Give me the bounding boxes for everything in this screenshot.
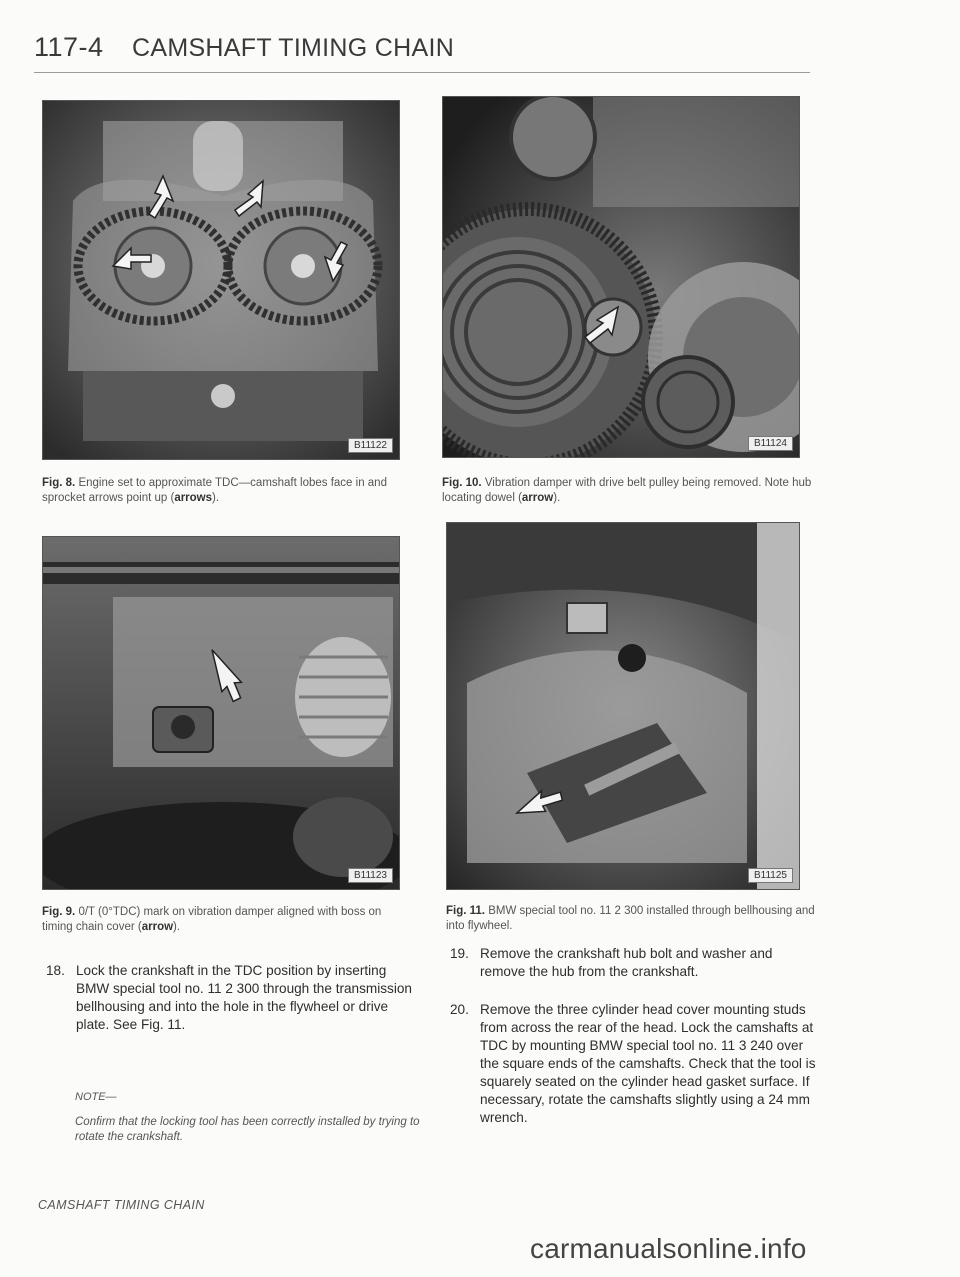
note-block xyxy=(75,1090,425,1145)
caption-text: Vibration damper with drive belt pulley being removed. Note hub locating dowel ( xyxy=(442,477,812,504)
step-text: Remove the three cylinder head cover mounting studs from across the rear of the head. Lock the camshafts at TDC by mounting BMW special tool no. 11 3 240 over the square ends of the camshafts. Check that the tool is squarely seated on the cylinder head gasket surface. If necessary, rotate the camshafts slightly using a 24 mm wrench. xyxy=(480,1002,816,1125)
figure-code: B11125 xyxy=(748,868,793,883)
figure-11-caption xyxy=(446,904,816,934)
figure-10-caption xyxy=(442,476,814,506)
figure-code: B11122 xyxy=(348,438,393,453)
step-text: Lock the crankshaft in the TDC position by inserting BMW special tool no. 11 2 300 through the transmission bellhousing and into the hole in the flywheel or drive plate. See Fig. 11. xyxy=(76,963,412,1032)
caption-tail: ). xyxy=(553,492,561,504)
note-heading: NOTE— xyxy=(75,1091,117,1103)
page-title: CAMSHAFT TIMING CHAIN xyxy=(132,34,455,62)
figure-label: Fig. 8. xyxy=(42,477,76,489)
caption-text: Engine set to approximate TDC—camshaft lobes face in and sprocket arrows point up ( xyxy=(42,477,387,504)
figure-10-photo xyxy=(442,96,800,458)
step-number: 18. xyxy=(46,963,65,978)
figure-9-photo xyxy=(42,536,400,890)
caption-emphasis: arrow xyxy=(521,492,554,504)
watermark: carmanualsonline.info xyxy=(530,1233,807,1264)
step-text: Remove the crankshaft hub bolt and washer and remove the hub from the crankshaft. xyxy=(480,946,773,979)
figure-8-caption xyxy=(42,476,398,506)
page-footer: CAMSHAFT TIMING CHAIN xyxy=(38,1198,205,1212)
page-number: 117-4 xyxy=(34,32,104,62)
figure-11-photo xyxy=(446,522,800,890)
figure-code: B11123 xyxy=(348,868,393,883)
caption-tail: ). xyxy=(212,492,220,504)
page-header xyxy=(34,28,810,73)
caption-emphasis: arrows xyxy=(174,492,213,504)
figure-label: Fig. 9. xyxy=(42,906,76,918)
figure-8-photo xyxy=(42,100,400,460)
figure-code: B11124 xyxy=(748,436,793,451)
note-text: Confirm that the locking tool has been correctly installed by trying to rotate the crankshaft. xyxy=(75,1116,420,1143)
figure-9-caption xyxy=(42,905,412,935)
caption-text: 0/T (0°TDC) mark on vibration damper aligned with boss on timing chain cover ( xyxy=(42,906,382,933)
step-number: 19. xyxy=(450,946,469,961)
caption-text: BMW special tool no. 11 2 300 installed through bellhousing and into flywheel. xyxy=(446,905,815,932)
step-number: 20. xyxy=(450,1002,469,1017)
figure-label: Fig. 10. xyxy=(442,477,482,489)
figure-label: Fig. 11. xyxy=(446,905,485,917)
caption-emphasis: arrow xyxy=(141,921,174,933)
caption-tail: ). xyxy=(173,921,181,933)
